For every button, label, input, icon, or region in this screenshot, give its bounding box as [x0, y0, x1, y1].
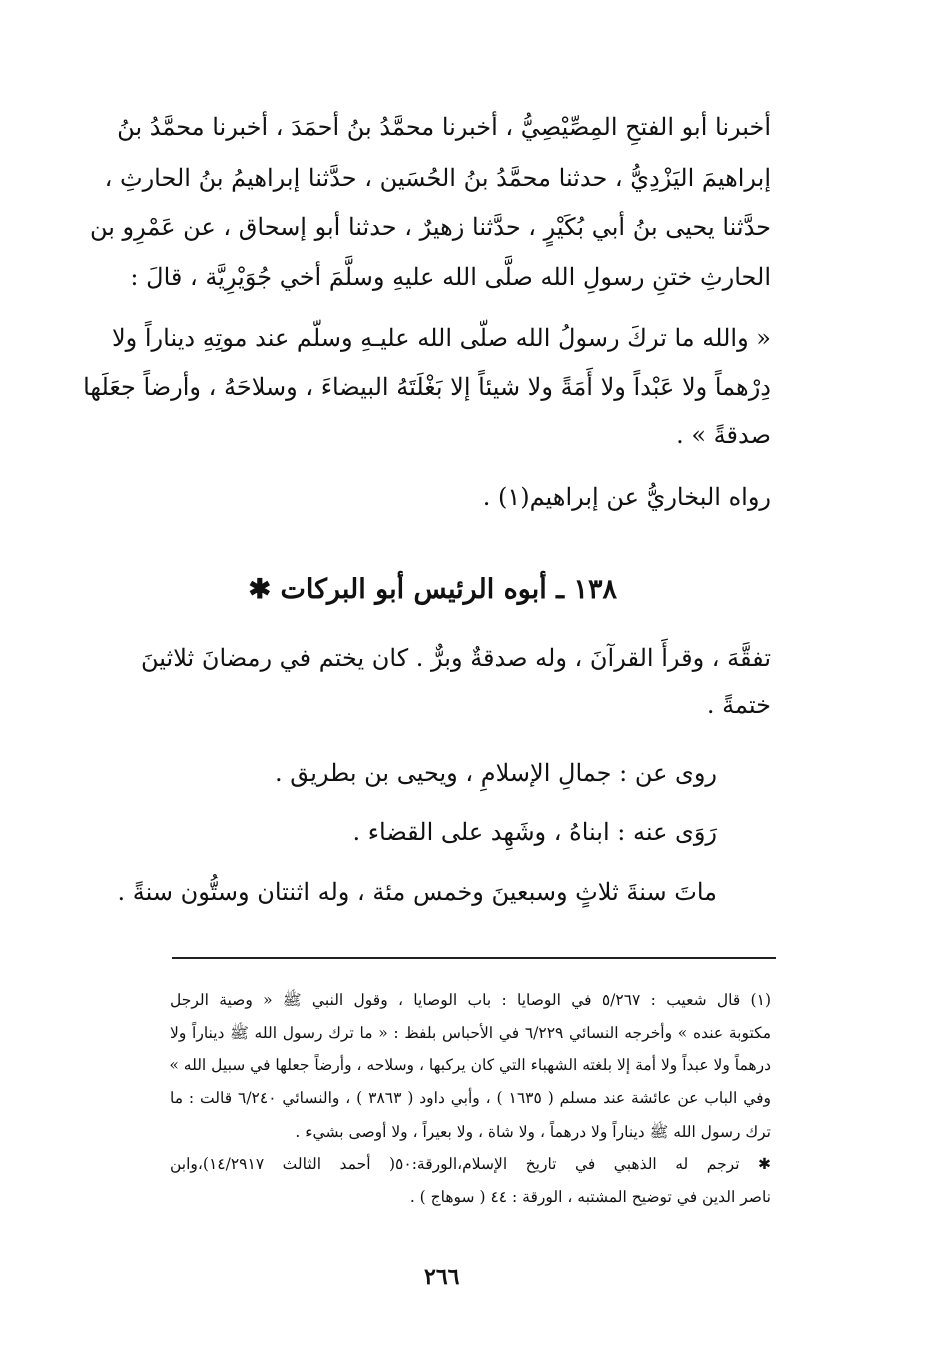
narration-line: رَوَى عنه : ابناهُ ، وشَهِد على القضاء .	[352, 818, 717, 846]
footnote-line: مكتوبة عنده » وأخرجه النسائي ٦/٢٢٩ في الأحباس بلفظ : « ما ترك رسول الله ﷺ ديناراً ولا	[170, 1024, 772, 1042]
riwaya-line: رواه البخاريُّ عن إبراهيم(١) .	[482, 483, 771, 511]
narration-line: ماتَ سنةَ ثلاثٍ وسبعينَ وخمس مئة ، وله اثنتان وستُّون سنةً .	[117, 878, 717, 906]
isnad-line: إبراهيمَ اليَزْدِيُّ ، حدثنا محمَّدُ بنُ الحُسَين ، حدَّثنا إبراهيمُ بنُ الحارثِ ،	[104, 164, 771, 192]
hadith-line: دِرْهماً ولا عَبْداً ولا أَمَةً ولا شيئاً إلا بَغْلَتَهُ البيضاءَ ، وسلاحَهُ ، وأرضاً جعَلَها	[83, 373, 771, 401]
entry-heading: ١٣٨ ـ أبوه الرئيس أبو البركات ✱	[248, 574, 617, 605]
footnote-line: ناصر الدين في توضيح المشتبه ، الورقة : ٤٤ ( سوهاج ) .	[409, 1188, 771, 1206]
isnad-line: أخبرنا أبو الفتحِ المِصِّيْصِيُّ ، أخبرنا محمَّدُ بنُ أحمَدَ ، أخبرنا محمَّدُ بنُ	[117, 113, 771, 141]
bio-line: ختمةً .	[706, 691, 771, 719]
footnote-line: ✱ ترجم له الذهبي في تاريخ الإسلام،الورقة:٥٠( أحمد الثالث ١٤/٢٩١٧)،وابن	[170, 1155, 771, 1173]
footnote-line: درهماً ولا عبداً ولا أمة إلا بلغته الشهباء التي كان يركبها ، وسلاحه ، وأرضاً جعلها في سبيل الله »	[169, 1056, 771, 1074]
bio-line: تفقَّهَ ، وقرأَ القرآنَ ، وله صدقةٌ وبرٌّ . كان يختم في رمضانَ ثلاثينَ	[141, 644, 771, 672]
hadith-line: « والله ما تركَ رسولُ الله صلّى الله عليـهِ وسلّم عند موتِهِ ديناراً ولا	[111, 324, 771, 352]
footnote-line: ترك رسول الله ﷺ ديناراً ولا درهماً ، ولا شاة ، ولا بعيراً ، ولا أوصى بشيء .	[295, 1123, 771, 1141]
footnote-line: وفي الباب عن عائشة عند مسلم ( ١٦٣٥ ) ، وأبي داود ( ٣٨٦٣ ) ، والنسائي ٦/٢٤٠ قالت : ما	[170, 1089, 772, 1107]
footnote-divider	[172, 957, 776, 959]
isnad-line: الحارثِ ختنِ رسولِ الله صلَّى الله عليهِ وسلَّمَ أخي جُوَيْرِيَّة ، قالَ :	[130, 263, 771, 291]
footnote-line: (١) قال شعيب : ٥/٢٦٧ في الوصايا : باب الوصايا ، وقول النبي ﷺ « وصية الرجل	[170, 991, 771, 1009]
narration-line: روى عن : جمالِ الإسلامِ ، ويحيى بن بطريق .	[274, 759, 717, 787]
isnad-line: حدَّثنا يحيى بنُ أبي بُكَيْرٍ ، حدَّثنا زهيرٌ ، حدثنا أبو إسحاق ، عن عَمْرِو بن	[89, 213, 771, 241]
page-number: ٢٦٦	[424, 1264, 460, 1290]
hadith-line: صدقةً » .	[676, 421, 771, 449]
